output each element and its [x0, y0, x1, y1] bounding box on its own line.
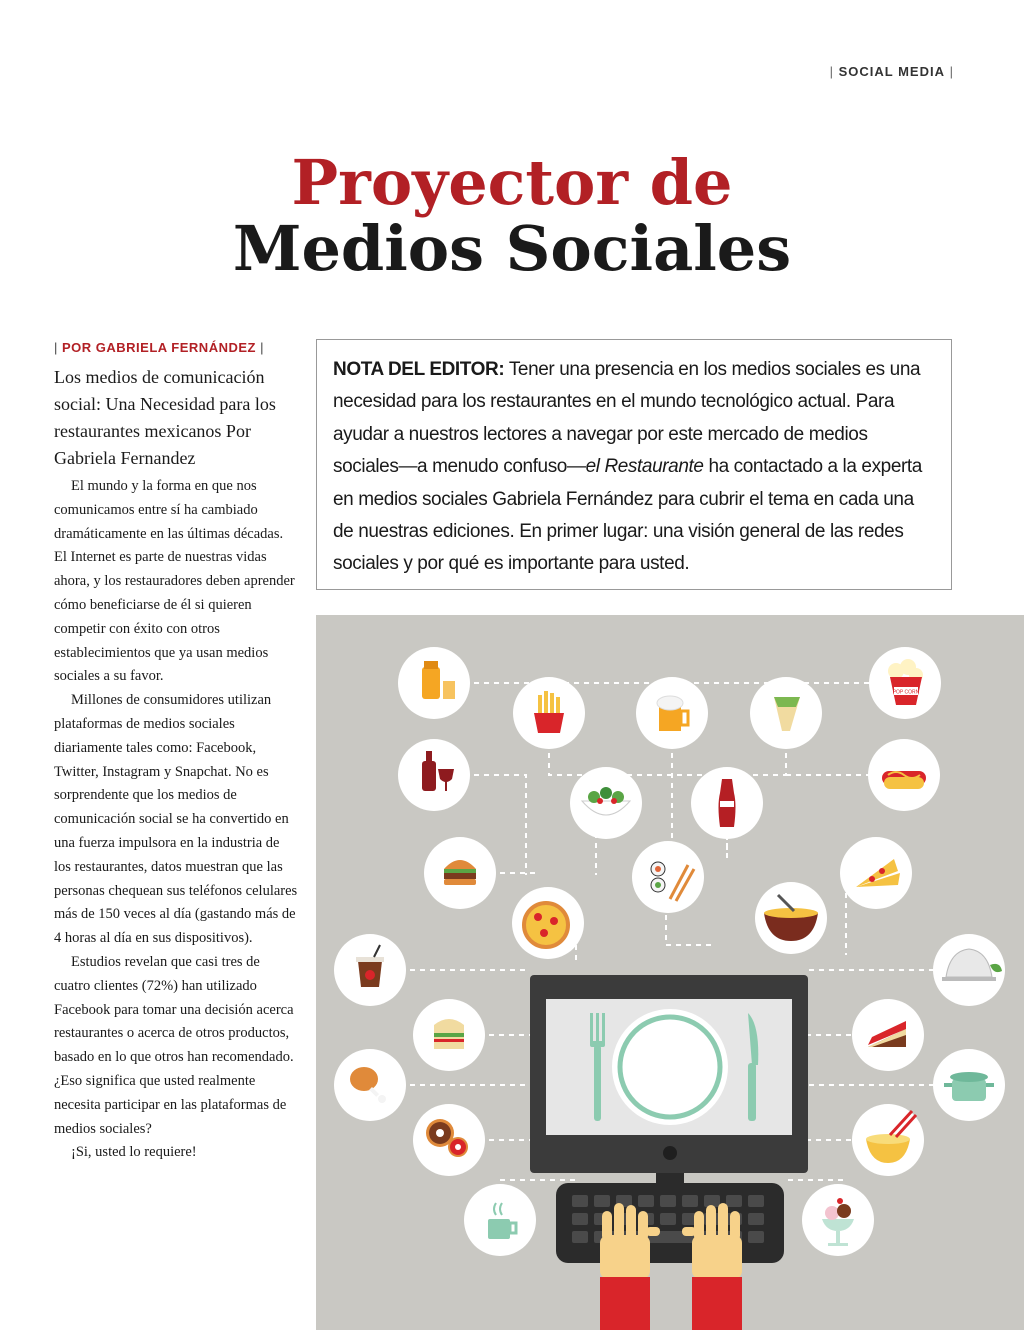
editor-note-italic: el Restaurante [585, 456, 704, 478]
editor-note-lead: NOTA DEL EDITOR: [333, 359, 505, 380]
title-line-1: Proyector de [291, 146, 733, 219]
food-network-illustration [316, 615, 1024, 1330]
editor-note-box [316, 339, 952, 590]
paragraph-4: ¡Si, usted lo requiere! [71, 1144, 197, 1161]
illustration-svg [316, 615, 1024, 1330]
paragraph-1: El mundo y la forma en que nos comunicamos entre sí ha cambiado dramáticamente en las últimas décadas. El Internet es parte de nuestras vidas ahora, y los restauradores deben aprender cómo beneficiarse de él si quieren competir con éxito con otros establecimientos que ya usan medios sociales a su favor. [54, 478, 295, 685]
pizza-glyph [524, 903, 568, 947]
article-title [0, 146, 1024, 285]
byline: | POR GABRIELA FERNÁNDEZ | [54, 340, 264, 355]
popcorn-label: POP CORN [892, 689, 920, 696]
keyboard [556, 1183, 784, 1263]
byline-author: POR GABRIELA FERNÁNDEZ [62, 340, 256, 355]
editor-note-text-a: Tener una presencia en los medios sociales es una necesidad para los restaurantes en el mundo tecnológico actual. Para ayudar a nuestros lectores a navegar por este mercado de medios sociales—a menudo confuso— [333, 359, 921, 478]
paragraph-3: Estudios revelan que casi tres de cuatro clientes (72%) han utilizado Facebook para tomar una decisión acerca restaurantes o acerca de otros productos, basado en lo que otros han recomendado. ¿Eso significa que usted realmente necesita participar en las plataformas de medios sociales? [54, 953, 294, 1137]
cola-glyph [719, 779, 736, 827]
section-tag-label: SOCIAL MEDIA [838, 64, 945, 79]
paragraph-2: Millones de consumidores utilizan plataformas de medios sociales diariamente tales como: Facebook, Twitter, Instagram y Snapchat. No es sorprendente que los medios de comunicación social se ha convertido en una fuerza impulsora en la industria de los restaurantes, datos muestran que las personas chequean sus teléfonos celulares más de 150 veces al día (gastando más de 4 horas al día en sus dispositivos). [54, 692, 298, 947]
hotdog-glyph [882, 771, 926, 789]
editor-note-text-b: ha contactado a la experta en medios sociales Gabriela Fernández para cubrir el tema en cada una de nuestras ediciones. En primer lugar: una visión general de las redes sociales y por qué es importante para usted. [333, 456, 922, 575]
computer-monitor [530, 975, 808, 1187]
article-body [54, 475, 299, 1165]
sandwich-glyph [434, 1019, 464, 1049]
section-tag: | SOCIAL MEDIA | [829, 64, 954, 79]
plate-icon [612, 1009, 728, 1125]
intro-text: Los medios de comunicación social: Una Necesidad para los restaurantes mexicanos Por Gabriela Fernandez [54, 367, 276, 468]
title-line-2: Medios Sociales [232, 212, 792, 285]
sushi-icon [632, 841, 704, 913]
